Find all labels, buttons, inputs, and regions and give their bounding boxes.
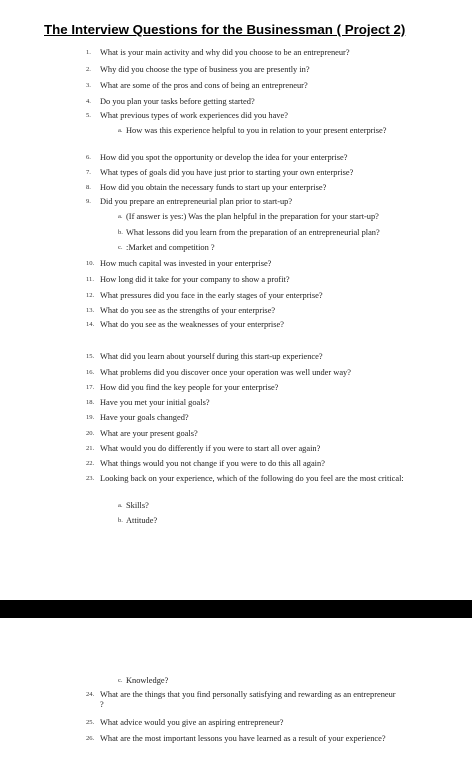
question-number: 25.: [86, 719, 95, 726]
question-item: [86, 168, 426, 178]
question-text: What things would you not change if you were to do this all again?: [100, 459, 325, 468]
question-number: 19.: [86, 414, 95, 421]
question-item: [86, 413, 426, 423]
question-text: Have you met your initial goals?: [100, 398, 210, 407]
question-number: 1.: [86, 49, 91, 56]
sub-question-item: [118, 228, 438, 238]
question-item: [86, 275, 426, 285]
question-number: 14.: [86, 321, 95, 328]
question-item: [86, 368, 426, 378]
sub-question-text: Attitude?: [126, 516, 158, 525]
question-text: What advice would you give an aspiring entrepreneur?: [100, 718, 284, 727]
question-number: 22.: [86, 460, 95, 467]
question-number: 10.: [86, 260, 95, 267]
sub-question-text: How was this experience helpful to you in relation to your present enterprise?: [126, 126, 387, 135]
question-number: 23.: [86, 475, 95, 482]
question-item: [86, 383, 426, 393]
sub-question-letter: b.: [118, 517, 123, 524]
question-number: 15.: [86, 353, 95, 360]
question-text: What do you see as the strengths of your enterprise?: [100, 306, 276, 315]
sub-question-text: Skills?: [126, 501, 149, 510]
question-number: 17.: [86, 384, 95, 391]
sub-question-letter: b.: [118, 229, 123, 236]
question-number: 24.: [86, 691, 95, 698]
sub-question-item: [118, 212, 438, 222]
question-item: [86, 690, 396, 710]
sub-question-item: [118, 501, 438, 511]
question-number: 21.: [86, 445, 95, 452]
question-text: What previous types of work experiences did you have?: [100, 111, 288, 120]
question-number: 3.: [86, 82, 91, 89]
question-number: 6.: [86, 154, 91, 161]
sub-question-item: [118, 676, 438, 686]
question-item: [86, 153, 426, 163]
question-number: 11.: [86, 276, 94, 283]
sub-question-letter: a.: [118, 213, 123, 220]
question-text: What are the most important lessons you have learned as a result of your experience?: [100, 734, 386, 743]
question-number: 5.: [86, 112, 91, 119]
question-text: Why did you choose the type of business you are presently in?: [100, 65, 310, 74]
question-text: Have your goals changed?: [100, 413, 189, 422]
question-number: 2.: [86, 66, 91, 73]
question-item: [86, 459, 426, 469]
question-number: 13.: [86, 307, 95, 314]
sub-question-letter: c.: [118, 244, 123, 251]
question-number: 16.: [86, 369, 95, 376]
question-text: What are the things that you find personally satisfying and rewarding as an entrepreneur ?: [100, 690, 396, 709]
question-text: Do you plan your tasks before getting started?: [100, 97, 255, 106]
question-text: How did you find the key people for your enterprise?: [100, 383, 279, 392]
question-item: [86, 65, 426, 75]
question-item: [86, 718, 426, 728]
question-item: [86, 474, 426, 484]
question-text: What problems did you discover once your operation was well under way?: [100, 368, 351, 377]
sub-question-item: [118, 126, 398, 136]
question-item: [86, 48, 426, 58]
question-number: 4.: [86, 98, 91, 105]
sub-question-item: [118, 243, 438, 253]
sub-question-letter: a.: [118, 127, 123, 134]
question-item: [86, 352, 426, 362]
question-item: [86, 111, 426, 121]
page-title: The Interview Questions for the Businessman ( Project 2): [44, 22, 406, 37]
question-text: What are some of the pros and cons of being an entrepreneur?: [100, 81, 308, 90]
question-number: 12.: [86, 292, 95, 299]
sub-question-letter: a.: [118, 502, 123, 509]
question-number: 7.: [86, 169, 91, 176]
question-item: [86, 197, 426, 207]
question-item: [86, 734, 396, 744]
question-number: 18.: [86, 399, 95, 406]
question-item: [86, 320, 426, 330]
question-text: How much capital was invested in your enterprise?: [100, 259, 272, 268]
question-text: What is your main activity and why did you choose to be an entrepreneur?: [100, 48, 350, 57]
question-text: What types of goals did you have just prior to starting your own enterprise?: [100, 168, 354, 177]
question-text: How did you obtain the necessary funds to start up your enterprise?: [100, 183, 327, 192]
question-text: What would you do differently if you were to start all over again?: [100, 444, 321, 453]
sub-question-text: Knowledge?: [126, 676, 169, 685]
question-item: [86, 97, 426, 107]
question-text: What pressures did you face in the early stages of your enterprise?: [100, 291, 323, 300]
question-number: 9.: [86, 198, 91, 205]
question-item: [86, 291, 426, 301]
sub-question-letter: c.: [118, 677, 123, 684]
document-page: [0, 618, 472, 782]
question-text: Looking back on your experience, which of the following do you feel are the most critical:: [100, 474, 404, 483]
sub-question-text: :Market and competition ?: [126, 243, 215, 252]
question-item: [86, 183, 426, 193]
question-text: How did you spot the opportunity or develop the idea for your enterprise?: [100, 153, 348, 162]
sub-question-text: What lessons did you learn from the preparation of an entrepreneurial plan?: [126, 228, 380, 237]
question-item: [86, 259, 426, 269]
question-text: What do you see as the weaknesses of your enterprise?: [100, 320, 284, 329]
question-text: How long did it take for your company to show a profit?: [100, 275, 290, 284]
question-item: [86, 398, 426, 408]
question-item: [86, 306, 426, 316]
sub-question-item: [118, 516, 438, 526]
question-text: What are your present goals?: [100, 429, 198, 438]
sub-question-text: (If answer is yes:) Was the plan helpful in the preparation for your start-up?: [126, 212, 379, 221]
question-text: What did you learn about yourself during this start-up experience?: [100, 352, 323, 361]
question-number: 26.: [86, 735, 95, 742]
question-text: Did you prepare an entrepreneurial plan prior to start-up?: [100, 197, 293, 206]
page-break-bar: [0, 600, 472, 618]
question-item: [86, 429, 426, 439]
question-item: [86, 444, 426, 454]
question-number: 20.: [86, 430, 95, 437]
question-number: 8.: [86, 184, 91, 191]
question-item: [86, 81, 426, 91]
